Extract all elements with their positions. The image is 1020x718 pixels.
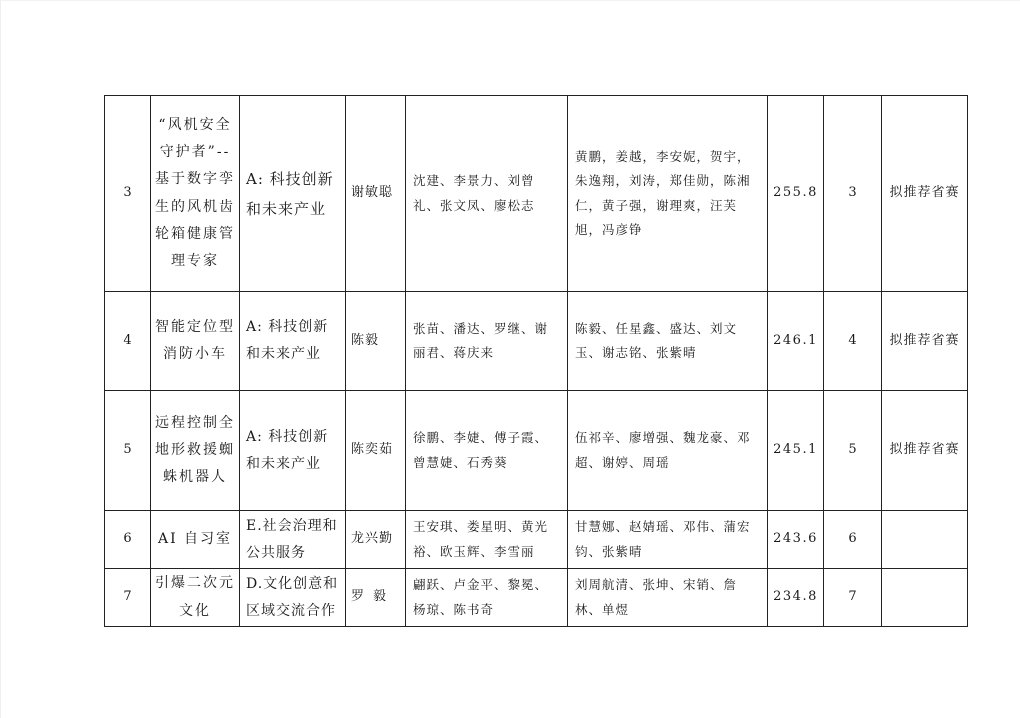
project-name: AI 自习室 <box>157 530 233 547</box>
advisors: 伍祁辛、廖增强、魏龙豪、邓超、谢婷、周瑶 <box>575 430 751 470</box>
team-members: 张苗、潘达、罗继、谢丽君、蒋庆来 <box>413 320 549 360</box>
team-members: 王安琪、娄星明、黄光裕、欧玉辉、李雪丽 <box>413 519 549 559</box>
table-row <box>105 569 968 627</box>
score: 255.8 <box>768 96 824 292</box>
rank: 7 <box>824 569 882 627</box>
table-row <box>105 391 968 511</box>
table-row <box>105 96 968 292</box>
team-leader: 龙兴勤 <box>351 531 394 547</box>
advisors: 陈毅、任星鑫、盛达、刘文玉、谢志铭、张紫晴 <box>575 320 738 360</box>
competition-track: E.社会治理和公共服务 <box>246 517 338 561</box>
advisors: 刘周航清、张坤、宋销、詹林、单煜 <box>575 577 738 617</box>
team-leader: 陈毅 <box>351 332 380 348</box>
project-name: 智能定位型消防小车 <box>155 318 235 362</box>
rank: 6 <box>824 511 882 569</box>
team-members: 徐鹏、李婕、傅子霞、曾慧婕、石秀葵 <box>413 430 549 470</box>
table-row <box>105 511 968 569</box>
team-leader: 罗毅 <box>351 589 396 605</box>
team-members: 翩跃、卢金平、黎冕、杨琼、陈书奇 <box>413 577 549 617</box>
rank: 4 <box>824 292 882 391</box>
row-number: 7 <box>105 569 151 627</box>
team-members: 沈建、李景力、刘曾礼、张文凤、廖松志 <box>413 173 535 213</box>
score: 246.1 <box>768 292 824 391</box>
remark: 拟推荐省赛 <box>882 292 968 391</box>
row-number: 5 <box>105 391 151 511</box>
competition-track: A: 科技创新和未来产业 <box>246 428 329 472</box>
project-name: 引爆二次元文化 <box>155 575 235 619</box>
remark: 拟推荐省赛 <box>882 391 968 511</box>
competition-track: A: 科技创新和未来产业 <box>246 319 329 362</box>
results-table <box>104 95 968 627</box>
competition-track: D.文化创意和区域交流合作 <box>246 575 339 619</box>
competition-track: A: 科技创新和未来产业 <box>246 169 334 218</box>
table-row <box>105 292 968 391</box>
project-name: “风机安全守护者”--基于数字孪生的风机齿轮箱健康管理专家 <box>155 116 235 270</box>
score: 234.8 <box>768 569 824 627</box>
remark <box>882 569 968 627</box>
rank: 3 <box>824 96 882 292</box>
team-leader: 谢敏聪 <box>351 185 394 201</box>
rank: 5 <box>824 391 882 511</box>
row-number: 4 <box>105 292 151 391</box>
row-number: 6 <box>105 511 151 569</box>
score: 245.1 <box>768 391 824 511</box>
row-number: 3 <box>105 96 151 292</box>
team-leader: 陈奕茹 <box>351 442 394 458</box>
score: 243.6 <box>768 511 824 569</box>
remark: 拟推荐省赛 <box>882 96 968 292</box>
remark <box>882 511 968 569</box>
advisors: 甘慧娜、赵婧瑶、邓伟、蒲宏钧、张紫晴 <box>575 519 751 559</box>
advisors: 黄鹏，姜越，李安妮，贺宇，朱逸翔，刘涛，郑佳勋，陈湘仁，黄子强，谢理爽，汪芙旭，冯彦铮 <box>575 148 751 237</box>
project-name: 远程控制全地形救援蜘蛛机器人 <box>155 414 235 486</box>
